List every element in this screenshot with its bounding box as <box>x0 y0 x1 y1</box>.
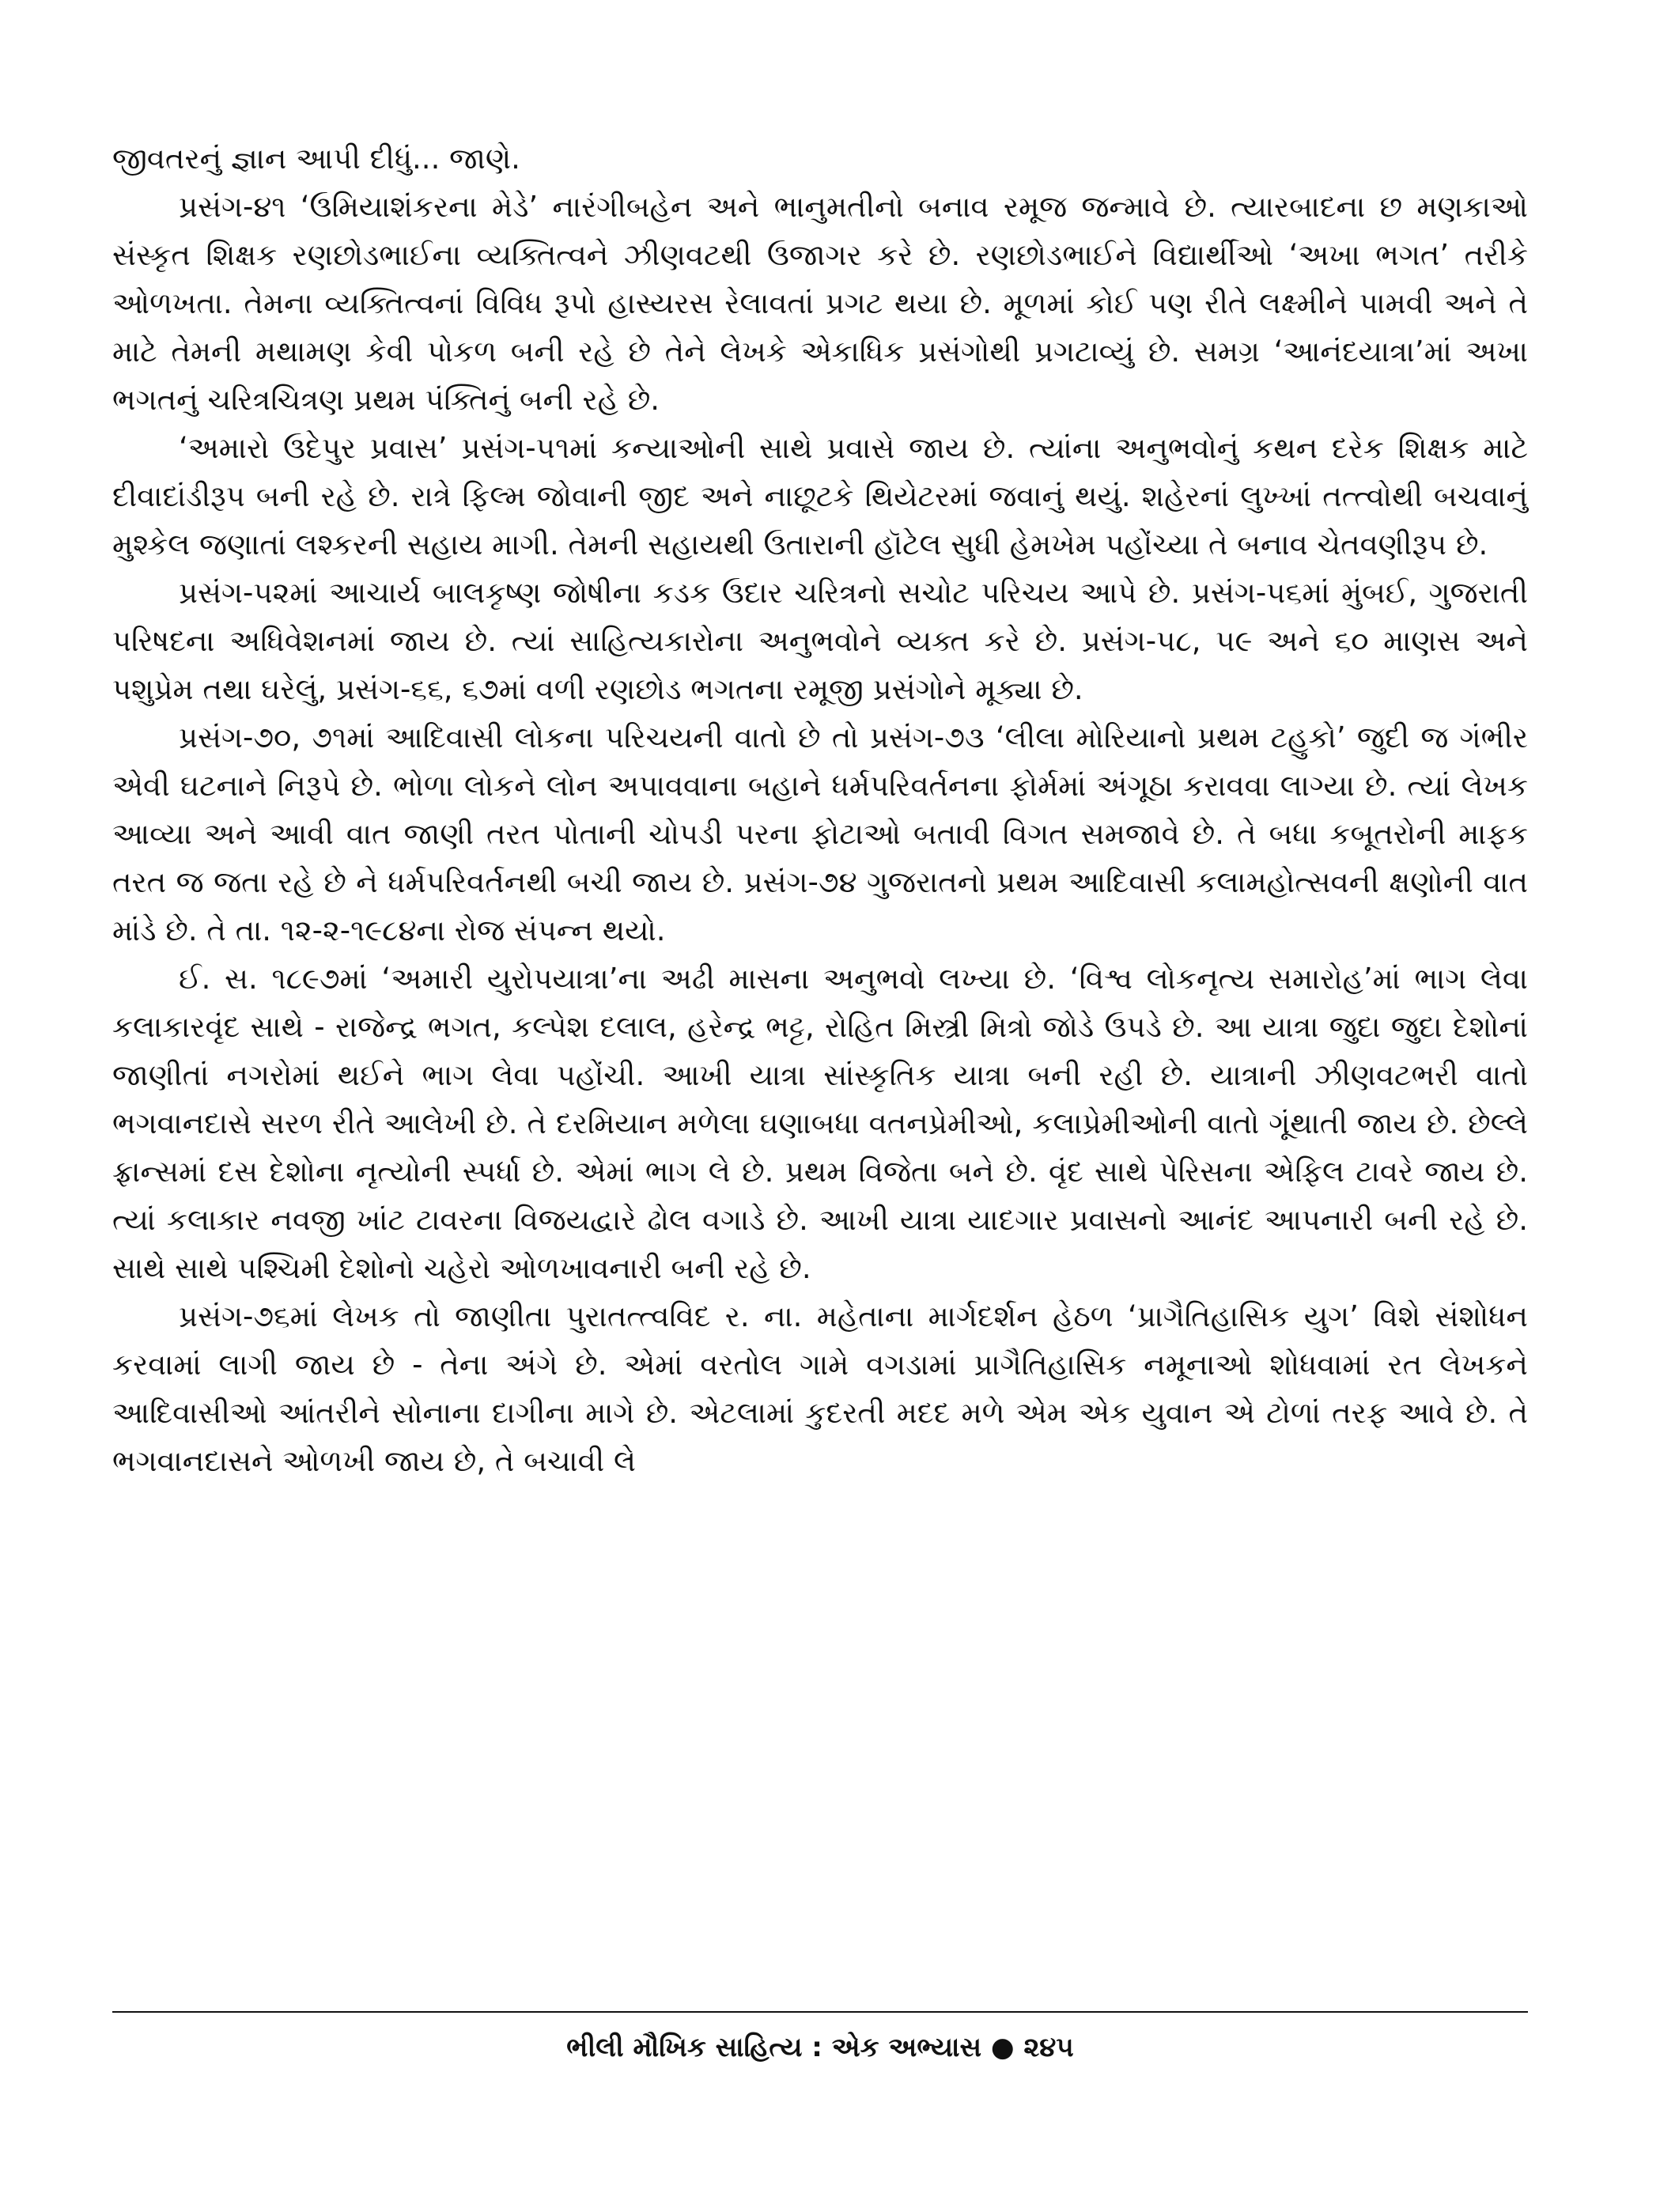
main-content <box>112 134 1528 1485</box>
paragraph-2: પ્રસંગ-૪૧ ‘ઉમિયાશંકરના મેડે’ નારંગીબહેન અને ભાનુમતીનો બનાવ રમૂજ જન્માવે છે. ત્યારબાદના છ મણકાઓ સંસ્કૃત શિક્ષક રણછોડભાઈના વ્યક્તિત્વને ઝીણવટથી ઉજાગર કરે છે. રણછોડભાઈને વિદ્યાર્થીઓ ‘અખા ભગત’ તરીકે ઓળખતા. તેમના વ્યક્તિત્વનાં વિવિધ રૂપો હાસ્યરસ રેલાવતાં પ્રગટ થયા છે. મૂળમાં કોઈ પણ રીતે લક્ષ્મીને પામવી અને તે માટે તેમની મથામણ કેવી પોકળ બની રહે છે તેને લેખકે એકાધિક પ્રસંગોથી પ્રગટાવ્યું છે. સમગ્ર ‘આનંદયાત્રા’માં અખા ભગતનું ચરિત્રચિત્રણ પ્રથમ પંક્તિનું બની રહે છે. <box>112 190 1528 417</box>
paragraph-1: જીવતરનું જ્ઞાન આપી દીધું... જાણે. <box>112 142 520 176</box>
paragraph-6: ઈ. સ. ૧૮૯૭માં ‘અમારી યુરોપયાત્રા’ના અઢી માસના અનુભવો લખ્યા છે. ‘વિશ્વ લોકનૃત્ય સમારોહ’માં ભાગ લેવા કલાકારવૃંદ સાથે - રાજેન્દ્ર ભગત, કલ્પેશ દલાલ, હરેન્દ્ર ભટ્ટ, રોહિત મિસ્ત્રી મિત્રો જોડે ઉપડે છે. આ યાત્રા જુદા જુદા દેશોનાં જાણીતાં નગરોમાં થઈને ભાગ લેવા પહોંચી. આખી યાત્રા સાંસ્કૃતિક યાત્રા બની રહી છે. યાત્રાની ઝીણવટભરી વાતો ભગવાનદાસે સરળ રીતે આલેખી છે. તે દરમિયાન મળેલા ઘણાબધા વતનપ્રેમીઓ, કલાપ્રેમીઓની વાતો ગૂંથાતી જાય છે. છેલ્લે ફ્રાન્સમાં દસ દેશોના નૃત્યોની સ્પર્ધા છે. એમાં ભાગ લે છે. પ્રથમ વિજેતા બને છે. વૃંદ સાથે પેરિસના એફિલ ટાવરે જાય છે. ત્યાં કલાકાર નવજી ખાંટ ટાવરના વિજયદ્વારે ઢોલ વગાડે છે. આખી યાત્રા યાદગાર પ્રવાસનો આનંદ આપનારી બની રહે છે. સાથે સાથે પશ્ચિમી દેશોનો ચહેરો ઓળખાવનારી બની રહે છે. <box>112 962 1528 1285</box>
footer-divider <box>112 2011 1528 2013</box>
paragraph-7: પ્રસંગ-૭૬માં લેખક તો જાણીતા પુરાતત્ત્વવિદ ર. ના. મહેતાના માર્ગદર્શન હેઠળ ‘પ્રાગૈતિહાસિક યુગ’ વિશે સંશોધન કરવામાં લાગી જાય છે - તેના અંગે છે. એમાં વરતોલ ગામે વગડામાં પ્રાગૈતિહાસિક નમૂનાઓ શોધવામાં રત લેખકને આદિવાસીઓ આંતરીને સોનાના દાગીના માગે છે. એટલામાં કુદરતી મદદ મળે એમ એક યુવાન એ ટોળાં તરફ આવે છે. તે ભગવાનદાસને ઓળખી જાય છે, તે બચાવી લે <box>112 1299 1528 1478</box>
document-page <box>112 134 1528 2191</box>
paragraph-4: પ્રસંગ-૫૨માં આચાર્ય બાલકૃષ્ણ જોષીના કડક ઉદાર ચરિત્રનો સચોટ પરિચય આપે છે. પ્રસંગ-૫૬માં મુંબઈ, ગુજરાતી પરિષદના અધિવેશનમાં જાય છે. ત્યાં સાહિત્યકારોના અનુભવોને વ્યક્ત કરે છે. પ્રસંગ-૫૮, ૫૯ અને ૬૦ માણસ અને પશુપ્રેમ તથા ઘરેલું, પ્રસંગ-૬૬, ૬૭માં વળી રણછોડ ભગતના રમૂજી પ્રસંગોને મૂક્યા છે. <box>112 576 1528 706</box>
paragraph-3: ‘અમારો ઉદેપુર પ્રવાસ’ પ્રસંગ-૫૧માં કન્યાઓની સાથે પ્રવાસે જાય છે. ત્યાંના અનુભવોનું કથન દરેક શિક્ષક માટે દીવાદાંડીરૂપ બની રહે છે. રાત્રે ફિલ્મ જોવાની જીદ અને નાછૂટકે થિયેટરમાં જવાનું થયું. શહેરનાં લુખ્ખાં તત્ત્વોથી બચવાનું મુશ્કેલ જણાતાં લશ્કરની સહાય માગી. તેમની સહાયથી ઉતારાની હૉટેલ સુધી હેમખેમ પહોંચ્યા તે બનાવ ચેતવણીરૂપ છે. <box>112 431 1528 562</box>
paragraph-5: પ્રસંગ-૭૦, ૭૧માં આદિવાસી લોકના પરિચયની વાતો છે તો પ્રસંગ-૭૩ ‘લીલા મોરિયાનો પ્રથમ ટહુકો’ જુદી જ ગંભીર એવી ઘટનાને નિરૂપે છે. ભોળા લોકને લોન અપાવવાના બહાને ધર્મપરિવર્તનના ફોર્મમાં અંગૂઠા કરાવવા લાગ્યા છે. ત્યાં લેખક આવ્યા અને આવી વાત જાણી તરત પોતાની ચોપડી પરના ફોટાઓ બતાવી વિગત સમજાવે છે. તે બધા કબૂતરોની માફક તરત જ જતા રહે છે ને ધર્મપરિવર્તનથી બચી જાય છે. પ્રસંગ-૭૪ ગુજરાતનો પ્રથમ આદિવાસી કલામહોત્સવની ક્ષણોની વાત માંડે છે. તે તા. ૧૨-૨-૧૯૮૪ના રોજ સંપન્ન થયો. <box>112 720 1528 947</box>
page-footer: ભીલી મૌખિક સાહિત્ય : એક અભ્યાસ ● ૨૪૫ <box>566 2032 1074 2063</box>
